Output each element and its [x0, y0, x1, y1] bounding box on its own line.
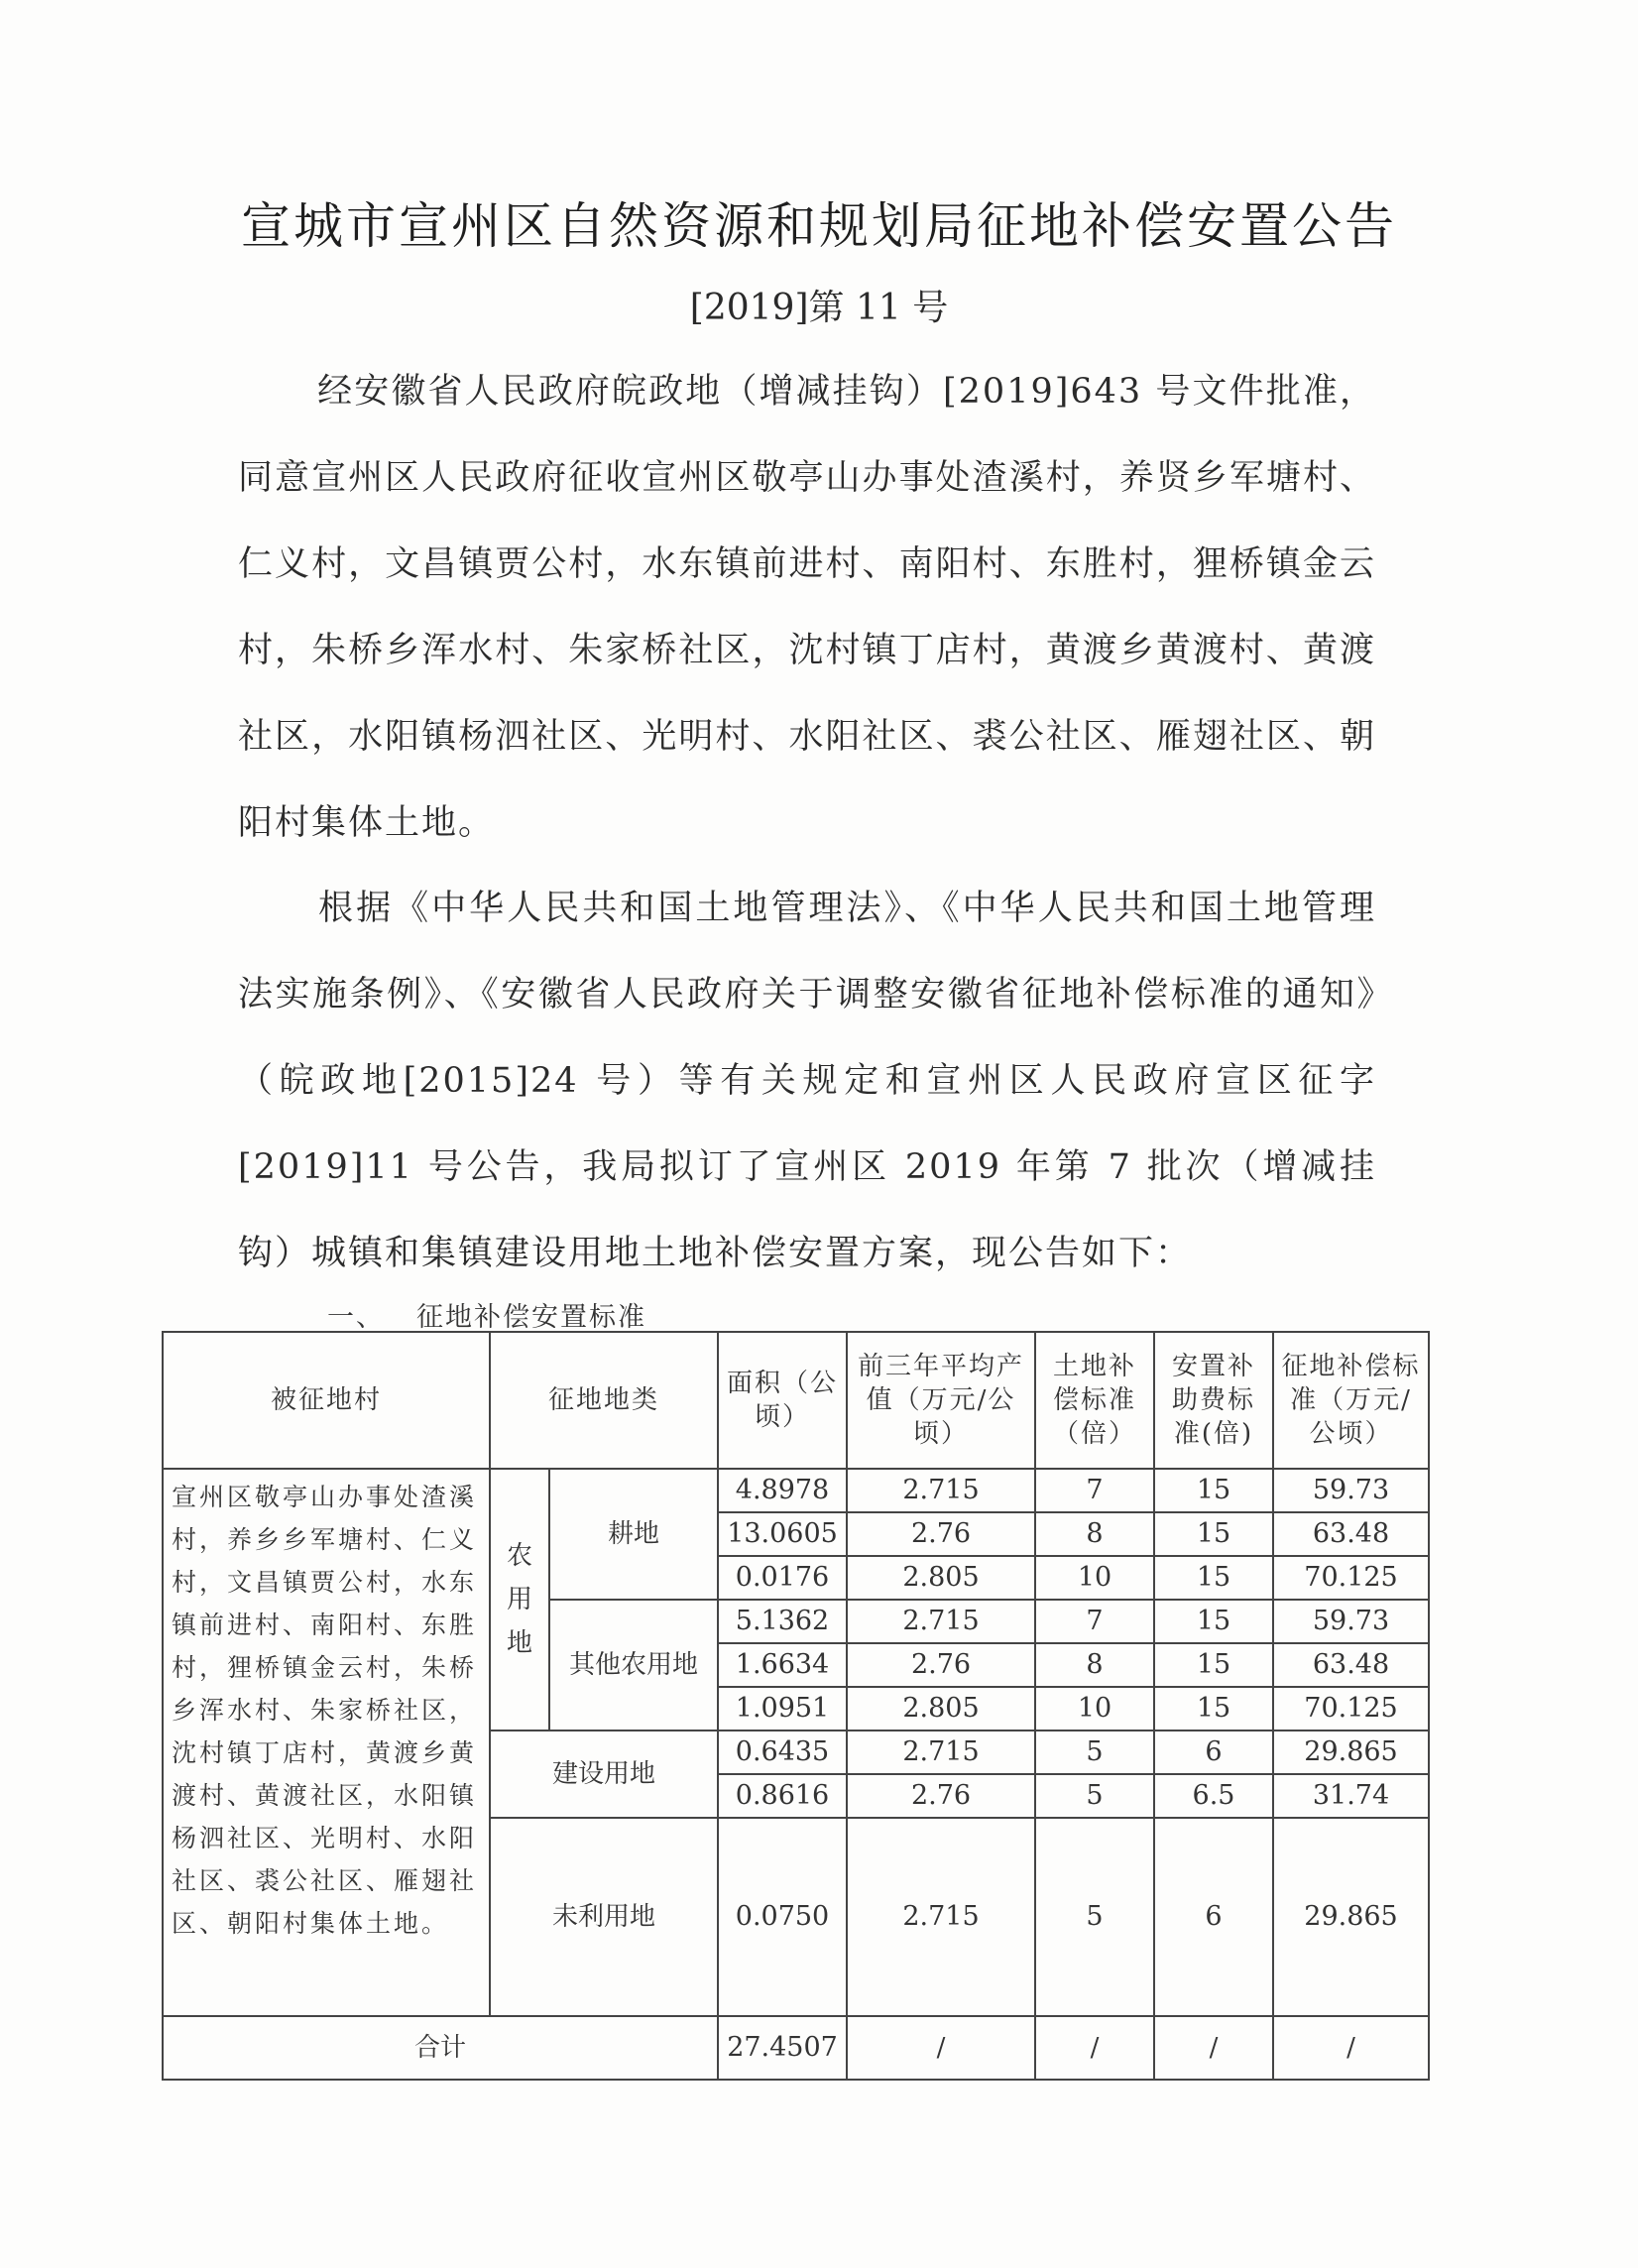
- area-cell: 0.0176: [718, 1556, 847, 1600]
- land-comp-cell: 5: [1035, 1818, 1154, 2016]
- land-comp-cell: 5: [1035, 1774, 1154, 1818]
- land-comp-cell: 8: [1035, 1512, 1154, 1556]
- avg-value-cell: 2.715: [847, 1818, 1035, 2016]
- total-area: 27.4507: [718, 2016, 847, 2080]
- paragraph-basis: [238, 866, 1376, 1297]
- avg-value-cell: 2.76: [847, 1643, 1035, 1687]
- total-label: 合计: [163, 2016, 718, 2080]
- standard-cell: 70.125: [1273, 1556, 1429, 1600]
- resettle-cell: 15: [1154, 1556, 1273, 1600]
- area-cell: 4.8978: [718, 1469, 847, 1512]
- table-header-row: [163, 1332, 1429, 1469]
- land-comp-cell: 8: [1035, 1643, 1154, 1687]
- resettle-cell: 15: [1154, 1687, 1273, 1731]
- document-number: [2019]第 11 号: [689, 288, 949, 328]
- area-cell: 1.0951: [718, 1687, 847, 1731]
- header-total-standard: 征地补偿标准（万元/公顷）: [1273, 1332, 1429, 1469]
- total-resettle: /: [1154, 2016, 1273, 2080]
- area-cell: 1.6634: [718, 1643, 847, 1687]
- resettle-cell: 15: [1154, 1512, 1273, 1556]
- standard-cell: 70.125: [1273, 1687, 1429, 1731]
- area-cell: 5.1362: [718, 1600, 847, 1643]
- paragraph-approval: [238, 349, 1376, 867]
- standard-cell: 59.73: [1273, 1469, 1429, 1512]
- total-avg-value: /: [847, 2016, 1035, 2080]
- compensation-table: [162, 1331, 1430, 2081]
- standard-cell: 31.74: [1273, 1774, 1429, 1818]
- land-comp-cell: 10: [1035, 1687, 1154, 1731]
- area-cell: 0.0750: [718, 1818, 847, 2016]
- standard-cell: 63.48: [1273, 1643, 1429, 1687]
- construction-land-cell: 建设用地: [490, 1731, 718, 1818]
- header-area: 面积（公顷）: [718, 1332, 847, 1469]
- area-cell: 0.8616: [718, 1774, 847, 1818]
- standard-cell: 59.73: [1273, 1600, 1429, 1643]
- land-comp-cell: 7: [1035, 1600, 1154, 1643]
- avg-value-cell: 2.715: [847, 1600, 1035, 1643]
- avg-value-cell: 2.715: [847, 1731, 1035, 1774]
- land-comp-cell: 5: [1035, 1731, 1154, 1774]
- village-list-cell: 宣州区敬亭山办事处渣溪村，养乡乡军塘村、仁义村，文昌镇贾公村，水东镇前进村、南阳村、东胜村，狸桥镇金云村，朱桥乡浑水村、朱家桥社区，沈村镇丁店村，黄渡乡黄渡村、黄渡社区，水阳镇杨泗社区、光明村、水阳社区、裘公社区、雁翅社区、朝阳村集体土地。: [163, 1469, 490, 2016]
- total-land-comp: /: [1035, 2016, 1154, 2080]
- agri-land-label: 农用地: [507, 1541, 533, 1658]
- agri-land-cell: [490, 1469, 549, 1731]
- table-row: [163, 1469, 1429, 1512]
- cultivated-land-cell: 耕地: [549, 1469, 718, 1600]
- section-title: 征地补偿安置标准: [416, 1302, 646, 1333]
- resettle-cell: 15: [1154, 1600, 1273, 1643]
- other-agri-land-cell: 其他农用地: [549, 1600, 718, 1731]
- resettle-cell: 6: [1154, 1818, 1273, 2016]
- header-land-type: 征地地类: [490, 1332, 718, 1469]
- land-comp-cell: 10: [1035, 1556, 1154, 1600]
- resettle-cell: 6.5: [1154, 1774, 1273, 1818]
- avg-value-cell: 2.805: [847, 1556, 1035, 1600]
- header-resettlement: 安置补助费标准(倍): [1154, 1332, 1273, 1469]
- total-standard: /: [1273, 2016, 1429, 2080]
- section-heading: [327, 1295, 646, 1334]
- unused-land-cell: 未利用地: [490, 1818, 718, 2016]
- document-title: 宣城市宣州区自然资源和规划局征地补偿安置公告: [241, 197, 1397, 255]
- table-total-row: [163, 2016, 1429, 2080]
- area-cell: 13.0605: [718, 1512, 847, 1556]
- avg-value-cell: 2.805: [847, 1687, 1035, 1731]
- resettle-cell: 15: [1154, 1469, 1273, 1512]
- paragraph-approval-text: 经安徽省人民政府皖政地（增减挂钩）[2019]643 号文件批准，同意宣州区人民政府征收宣州区敬亭山办事处渣溪村，养贤乡军塘村、仁义村，文昌镇贾公村，水东镇前进村、南阳村、东胜村，狸桥镇金云村，朱桥乡浑水村、朱家桥社区，沈村镇丁店村，黄渡乡黄渡村、黄渡社区，水阳镇杨泗社区、光明村、水阳社区、裘公社区、雁翅社区、朝阳村集体土地。: [238, 372, 1376, 843]
- land-comp-cell: 7: [1035, 1469, 1154, 1512]
- resettle-cell: 6: [1154, 1731, 1273, 1774]
- paragraph-basis-text: 根据《中华人民共和国土地管理法》、《中华人民共和国土地管理法实施条例》、《安徽省人民政府关于调整安徽省征地补偿标准的通知》（皖政地[2015]24 号）等有关规定和宣州区人民政府宣区征字[2019]11 号公告，我局拟订了宣州区 2019 年第 7 批次（增减挂钩）城镇和集镇建设用地土地补偿安置方案，现公告如下：: [238, 889, 1376, 1273]
- header-village: 被征地村: [163, 1332, 490, 1469]
- standard-cell: 29.865: [1273, 1731, 1429, 1774]
- header-land-compensation: 土地补偿标准（倍）: [1035, 1332, 1154, 1469]
- header-avg-value: 前三年平均产值（万元/公顷）: [847, 1332, 1035, 1469]
- avg-value-cell: 2.76: [847, 1774, 1035, 1818]
- resettle-cell: 15: [1154, 1643, 1273, 1687]
- section-number: 一、: [327, 1302, 385, 1333]
- standard-cell: 63.48: [1273, 1512, 1429, 1556]
- area-cell: 0.6435: [718, 1731, 847, 1774]
- avg-value-cell: 2.76: [847, 1512, 1035, 1556]
- avg-value-cell: 2.715: [847, 1469, 1035, 1512]
- standard-cell: 29.865: [1273, 1818, 1429, 2016]
